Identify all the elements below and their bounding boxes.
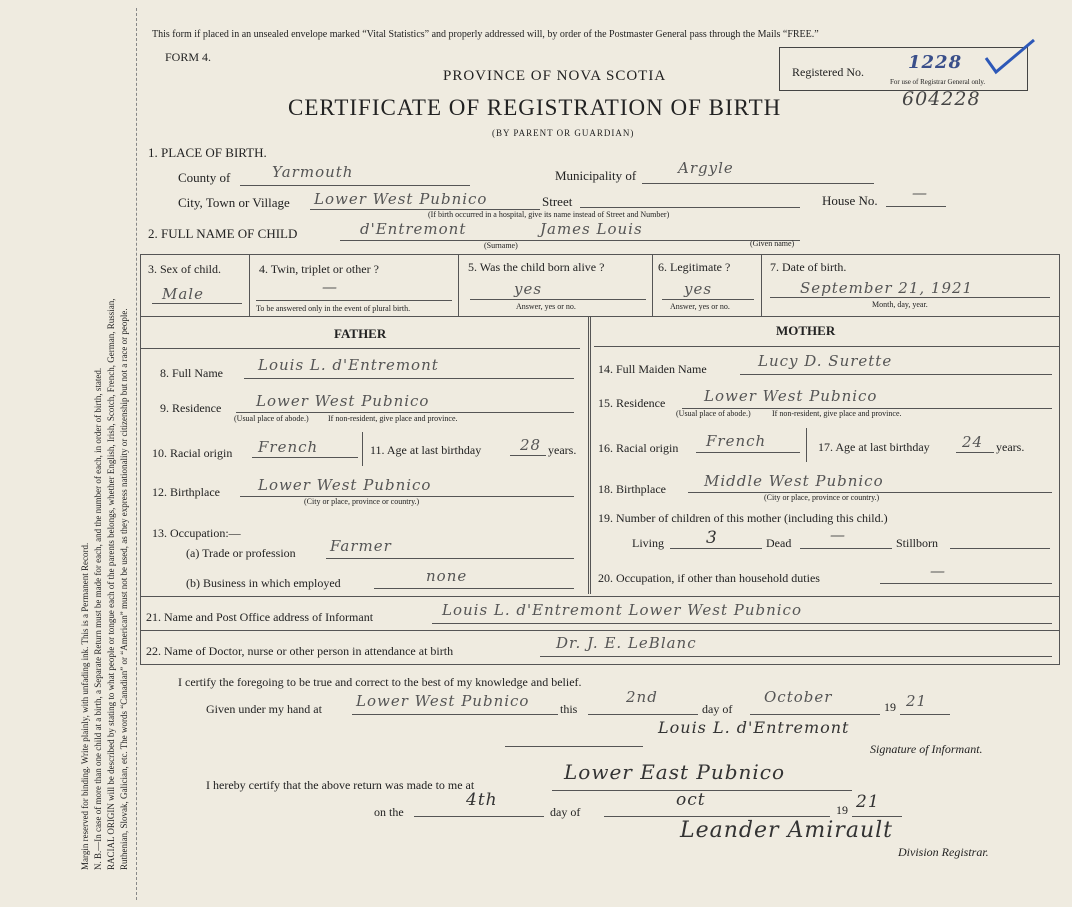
given-year-prefix: 19 [884, 700, 896, 714]
sex-value: Male [162, 285, 204, 303]
child-name-line [340, 240, 800, 241]
informant-bottom-rule [140, 630, 1060, 631]
date-of-birth-line [770, 297, 1050, 298]
business-label: (b) Business in which employed [186, 576, 341, 590]
twin-note: To be answered only in the event of plural birth. [256, 304, 411, 313]
mother-racial-origin-label: 16. Racial origin [598, 441, 679, 455]
registrar-use-note: For use of Registrar General only. [890, 78, 986, 86]
given-day-value: 2nd [626, 688, 658, 706]
father-birthplace-label: 12. Birthplace [152, 485, 220, 499]
mother-heading: MOTHER [776, 323, 836, 338]
check-mark-icon [982, 36, 1038, 76]
house-number-value: — [912, 184, 928, 202]
mother-racial-origin-line [696, 452, 800, 453]
father-residence-label: 9. Residence [160, 401, 222, 415]
given-day-of-label: day of [702, 702, 733, 716]
mother-residence-value: Lower West Pubnico [704, 387, 878, 405]
sex-line [152, 303, 242, 304]
province-heading: PROVINCE OF NOVA SCOTIA [443, 68, 667, 84]
father-residence-note: (Usual place of abode.) [234, 414, 309, 423]
mother-birthplace-value: Middle West Pubnico [704, 472, 884, 490]
city-label: City, Town or Village [178, 195, 290, 210]
alive-value: yes [514, 280, 543, 298]
legitimate-note: Answer, yes or no. [670, 302, 730, 311]
margin-note-multiple-births: N. B.—In case of more than one child at a birth, a Separate Return must be made for each, and the number of each, in order of birth, stated. [93, 367, 103, 870]
surname-note: (Surname) [484, 241, 518, 250]
living-value: 3 [706, 528, 718, 548]
on-the-label: on the [374, 805, 404, 819]
mother-occupation-line [880, 583, 1052, 584]
details-divider [458, 254, 459, 316]
legitimate-value: yes [684, 280, 713, 298]
mother-occupation-label: 20. Occupation, if other than household duties [598, 571, 820, 585]
father-name-label: 8. Full Name [160, 366, 223, 380]
informant-value: Louis L. d'Entremont Lower West Pubnico [442, 601, 802, 619]
living-line [670, 548, 762, 549]
binding-margin-line [136, 8, 137, 900]
father-name-value: Louis L. d'Entremont [258, 356, 439, 374]
father-name-line [244, 378, 574, 379]
form-right-border [1059, 254, 1060, 664]
hospital-note: (If birth occurred in a hospital, give its name instead of Street and Number) [428, 210, 670, 219]
margin-note-binding: Margin reserved for binding. Write plainly, with unfading ink. This is a Permanent Record. [80, 542, 90, 870]
form-number: FORM 4. [165, 50, 212, 64]
margin-note-racial-origin: RACIAL ORIGIN will be described by stating to what people or tongue each of the parents belongs, whether English, Irish, Scotch, French, German, Russian, [106, 298, 116, 870]
mother-residence-label: 15. Residence [598, 396, 666, 410]
given-name-note: (Given name) [750, 239, 795, 248]
given-year-line [900, 714, 950, 715]
registration-day-of-label: day of [550, 805, 581, 819]
municipality-label: Municipality of [555, 168, 637, 183]
form-left-border [140, 254, 141, 664]
given-day-line [588, 714, 698, 715]
mother-name-label: 14. Full Maiden Name [598, 362, 707, 376]
child-given-name-value: James Louis [540, 220, 643, 238]
informant-label: 21. Name and Post Office address of Informant [146, 610, 374, 624]
municipality-value: Argyle [678, 159, 734, 177]
given-month-value: October [764, 688, 833, 706]
stillborn-label: Stillborn [896, 536, 939, 550]
date-of-birth-label: 7. Date of birth. [770, 260, 847, 274]
postal-notice: This form if placed in an unsealed envelope marked “Vital Statistics” and properly addressed will, by order of the Postmaster General pass through the Mails “FREE.” [152, 29, 819, 40]
house-number-line [886, 206, 946, 207]
doctor-value: Dr. J. E. LeBlanc [556, 634, 697, 652]
father-age-line [510, 455, 546, 456]
mother-nonresident-note: If non-resident, give place and province. [772, 409, 902, 418]
registrar-certify-label: I hereby certify that the above return was made to me at [206, 778, 475, 792]
father-heading: FATHER [334, 326, 387, 341]
mother-name-line [740, 374, 1052, 375]
division-registrar-label: Division Registrar. [898, 845, 989, 859]
mother-birthplace-label: 18. Birthplace [598, 482, 666, 496]
this-label: this [560, 702, 578, 716]
given-under-label: Given under my hand at [206, 702, 322, 716]
mother-racial-origin-value: French [706, 432, 767, 450]
informant-signature: Louis L. d'Entremont [658, 718, 850, 737]
trade-value: Farmer [330, 537, 392, 555]
county-value: Yarmouth [272, 163, 354, 181]
certificate-subtitle: (BY PARENT OR GUARDIAN) [492, 128, 635, 138]
twin-value: — [322, 278, 338, 296]
stillborn-line [950, 548, 1050, 549]
county-line [240, 185, 470, 186]
signature-rule-left [505, 746, 643, 747]
given-place-line [352, 714, 558, 715]
dead-label: Dead [766, 536, 792, 550]
business-value: none [426, 567, 468, 585]
street-line [580, 207, 800, 208]
father-age-label: 11. Age at last birthday [370, 443, 482, 457]
registration-year-line [852, 816, 902, 817]
margin-note-nationality: Ruthenian, Slovak, Galician, etc. The words “Canadian” or “American” must not be used, as they express nationality or citizenship but not a race or people. [119, 308, 129, 870]
twin-line [256, 300, 452, 301]
father-occupation-label: 13. Occupation:— [152, 526, 241, 540]
father-racial-origin-label: 10. Racial origin [152, 446, 233, 460]
details-bottom-rule [140, 316, 1060, 317]
informant-top-rule [140, 596, 1060, 597]
dead-value: — [830, 526, 846, 544]
signature-of-informant-label: Signature of Informant. [870, 742, 983, 756]
father-heading-rule [140, 348, 580, 349]
given-place-value: Lower West Pubnico [356, 692, 530, 710]
trade-label: (a) Trade or profession [186, 546, 296, 560]
father-nonresident-note: If non-resident, give place and province. [328, 414, 458, 423]
registered-number-value: 1228 [908, 52, 963, 73]
given-month-line [750, 714, 880, 715]
father-birthplace-value: Lower West Pubnico [258, 476, 432, 494]
legitimate-line [662, 299, 754, 300]
father-residence-value: Lower West Pubnico [256, 392, 430, 410]
dead-line [800, 548, 892, 549]
father-age-value: 28 [520, 436, 542, 454]
certification-statement: I certify the foregoing to be true and correct to the best of my knowledge and belief. [178, 675, 582, 689]
trade-line [326, 558, 574, 559]
sex-label: 3. Sex of child. [148, 262, 221, 276]
certificate-title: CERTIFICATE OF REGISTRATION OF BIRTH [288, 95, 782, 120]
child-surname-value: d'Entremont [360, 220, 467, 238]
municipality-line [642, 183, 874, 184]
mother-age-label: 17. Age at last birthday [818, 440, 930, 454]
details-divider [249, 254, 250, 316]
alive-line [470, 299, 646, 300]
details-top-rule [140, 254, 1060, 255]
informant-line [432, 623, 1052, 624]
father-age-divider [362, 432, 363, 466]
place-of-birth-heading: 1. PLACE OF BIRTH. [148, 145, 267, 160]
doctor-bottom-rule [140, 664, 1060, 665]
child-name-label: 2. FULL NAME OF CHILD [148, 226, 298, 241]
registration-day-line [414, 816, 544, 817]
mother-residence-note: (Usual place of abode.) [676, 409, 751, 418]
city-value: Lower West Pubnico [314, 190, 488, 208]
father-birthplace-note: (City or place, province or country.) [304, 497, 420, 506]
mother-age-divider [806, 428, 807, 462]
registration-year-prefix: 19 [836, 803, 848, 817]
mother-age-line [956, 452, 994, 453]
alive-label: 5. Was the child born alive ? [468, 260, 605, 274]
living-label: Living [632, 536, 664, 550]
registrar-signature: Leander Amirault [680, 818, 893, 843]
mother-occupation-value: — [930, 562, 946, 580]
date-of-birth-note: Month, day, year. [872, 300, 928, 309]
details-divider [652, 254, 653, 316]
registration-year-value: 21 [856, 792, 880, 812]
doctor-line [540, 656, 1052, 657]
twin-label: 4. Twin, triplet or other ? [259, 262, 379, 276]
parents-divider [588, 316, 591, 594]
doctor-label: 22. Name of Doctor, nurse or other person in attendance at birth [146, 644, 454, 658]
business-line [374, 588, 574, 589]
registration-month-value: oct [676, 790, 706, 810]
mother-birthplace-note: (City or place, province or country.) [764, 493, 880, 502]
mother-years-label: years. [996, 440, 1025, 454]
children-count-label: 19. Number of children of this mother (including this child.) [598, 511, 888, 525]
registrar-place-value: Lower East Pubnico [564, 760, 786, 784]
mother-heading-rule [594, 346, 1060, 347]
street-label: Street [542, 194, 573, 209]
house-number-label: House No. [822, 193, 878, 208]
date-of-birth-value: September 21, 1921 [800, 279, 974, 297]
registration-month-line [604, 816, 830, 817]
father-racial-origin-line [252, 457, 358, 458]
registered-number-label: Registered No. [792, 65, 864, 79]
alive-note: Answer, yes or no. [516, 302, 576, 311]
legitimate-label: 6. Legitimate ? [658, 260, 731, 274]
county-label: County of [178, 170, 231, 185]
registration-day-value: 4th [466, 790, 498, 810]
stamp-number: 604228 [902, 88, 981, 110]
given-year-value: 21 [906, 692, 928, 710]
details-divider [761, 254, 762, 316]
father-racial-origin-value: French [258, 438, 319, 456]
father-years-label: years. [548, 443, 577, 457]
mother-age-value: 24 [962, 433, 984, 451]
mother-name-value: Lucy D. Surette [758, 352, 893, 370]
father-residence-line [236, 412, 574, 413]
